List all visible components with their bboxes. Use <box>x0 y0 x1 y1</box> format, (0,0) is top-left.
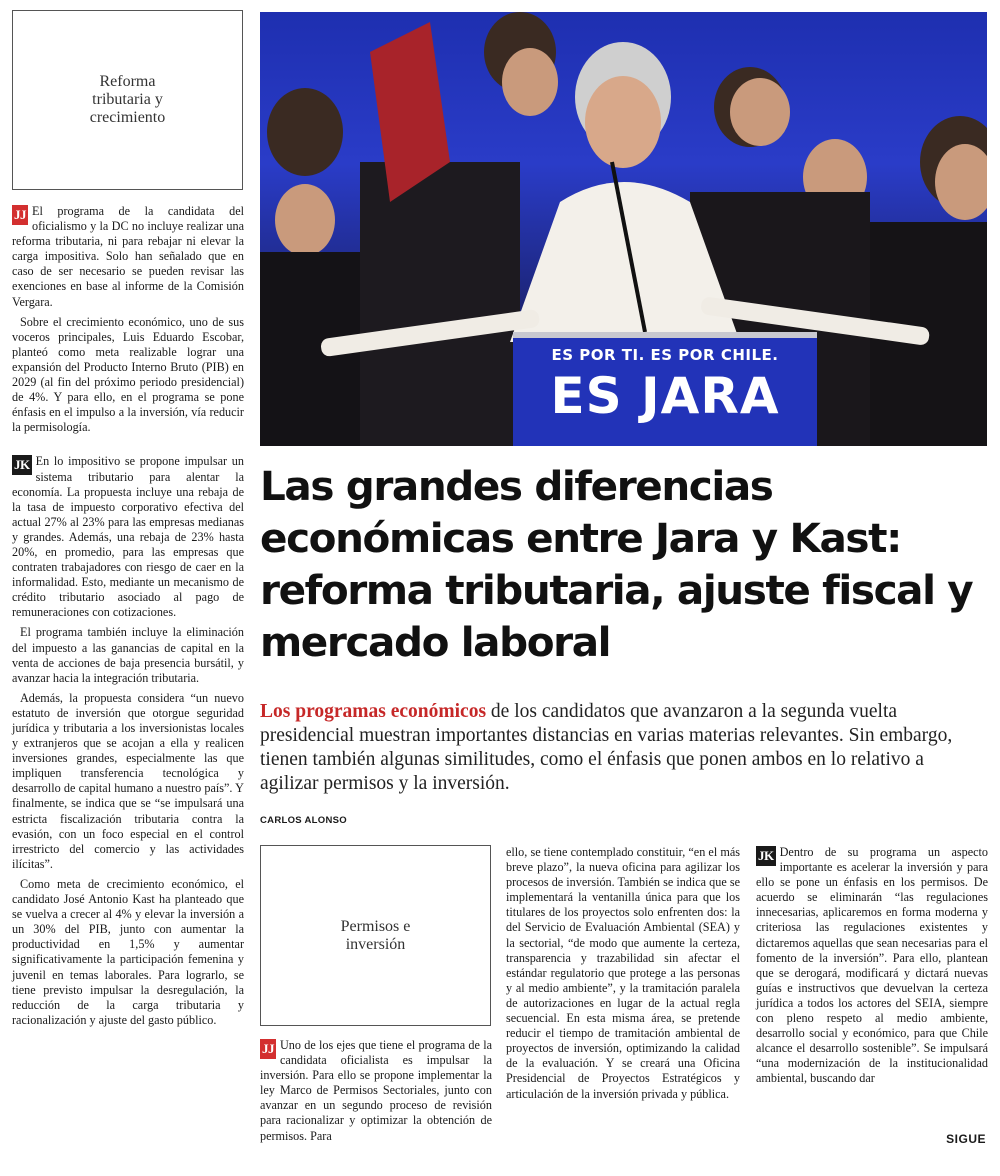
deck-rest: de los candidatos que avanzaron a la segunda vuelta presidencial muestran importantes distancias en varias materias relevantes. Sin embargo, tienen también algunas similitudes, como el énfasis que ponen ambos en lo relativo a agilizar permisos y la inversión. <box>260 701 953 794</box>
headline: Las grandes diferencias económicas entre Jara y Kast: reforma tributaria, ajuste fiscal y mercado laboral <box>260 462 973 666</box>
continue-label: SIGUE <box>946 1132 986 1146</box>
permisos-title-box <box>260 845 491 1026</box>
jj-badge: JJ <box>12 205 28 225</box>
column-permisos-continued <box>506 845 740 1107</box>
body-paragraph: Uno de los ejes que tiene el programa de la candidata oficialista es impulsar la inversión. Para ello se propone implementar la ley Marco de Permisos Sectoriales, junto con avanzar en un segundo proceso de revisión para racionalizar y optimizar la obtención de permisos. Para <box>260 1038 492 1143</box>
column-permisos-jk <box>756 845 988 1092</box>
jj-paragraph: JJ El programa de la candidata del oficialismo y la DC no incluye realizar una reforma tributaria, ni para rebajar ni elevar la carga impositiva. Solo han señalado que en caso de ser necesario se pueden revisar las exenciones en base al informe de la Comisión Vergara. <box>12 204 244 309</box>
permisos-title-line: inversión <box>345 935 406 953</box>
jk-badge: JK <box>12 455 32 475</box>
sidebar-title-line: Reforma <box>99 73 156 90</box>
column-tax-growth <box>12 204 244 1033</box>
byline: CARLOS ALONSO <box>260 815 347 826</box>
permisos-title-line: Permisos e <box>340 917 411 935</box>
deck-lead: Los programas económicos <box>260 701 487 722</box>
body-paragraph: ello, se tiene contemplado constituir, “en el más breve plazo”, la nueva oficina para agilizar los procesos de inversión. También se indica que se implementará la ventanilla única para que los titulares de los proyectos solo enfrenten dos: la del Servicio de Evaluación Ambiental (SEA) y la sectorial, “de modo que aumente la certeza, transparencia y trazabilidad sin afectar el estándar regulatorio que protege a las personas y al medio ambiente”, y la tramitación paralela de autorizaciones en lugar de la actual regla secuencial. En esta misma área, se pretende reducir el tiempo de tramitación ambiental de proyectos de inversión, optimizando la calidad de la evaluación. Y se creará una Oficina Presidencial de Proyectos Estratégicos y articulación de la inversión privada y pública. <box>506 845 740 1101</box>
sidebar-title-line: crecimiento <box>89 109 166 126</box>
lead-photo <box>260 12 987 446</box>
sidebar-title-box <box>12 10 243 190</box>
sidebar-title-line: tributaria y <box>92 91 163 108</box>
body-paragraph: Dentro de su programa un aspecto importante es acelerar la inversión y para ello se pone un énfasis en los permisos. De acuerdo se eliminarán “las regulaciones innecesarias, aplicaremos en forma moderna y criteriosa las regulaciones existentes y dictaremos aquellas que sean necesarias para el fomento de la inversión”. Para ello, plantean que se derogará, modificará y dictará nuevas guías e instructivos que devuelvan la certeza jurídica a todos los actores del SEIA, siempre con pleno respeto al medio ambiente, desarrollo social y económico, para que Chile alcance el desarrollo sostenible”. Se impulsará “una modernización de la institucionalidad ambiental, buscando dar <box>756 845 988 1086</box>
column-permisos-jj <box>260 1038 492 1149</box>
jk-paragraph: JK En lo impositivo se propone impulsar un sistema tributario para alentar la economía. La propuesta incluye una rebaja de la tasa de impuesto corporativo efectiva del actual 27% al 23% para las empresas medianas y grandes. Además, una rebaja de 23% hasta 20%, en promedio, para las empresas que contraten trabajadores con riesgo de caer en la informalidad. Esto, mediante un mecanismo de crédito tributario asociado al pago de remuneraciones con cotizaciones. <box>12 454 244 620</box>
podium-name: ES JARA <box>550 367 780 425</box>
body-paragraph: El programa también incluye la eliminación del impuesto a las ganancias de capital en la venta de acciones de baja presencia bursátil, y avanzar hacia la integración tributaria. <box>12 625 244 685</box>
jk-badge: JK <box>756 846 776 866</box>
jj-badge: JJ <box>260 1039 276 1059</box>
body-paragraph: Sobre el crecimiento económico, uno de sus voceros principales, Luis Eduardo Escobar, planteó como meta realizable lograr una expansión del Producto Interno Bruto (PIB) en 2029 (al fin del próximo periodo presidencial) de 4%. Y para ello, en el programa se pone énfasis en el impulso a la inversión, vía reducir la permisología. <box>12 314 244 435</box>
body-paragraph: Como meta de crecimiento económico, el candidato José Antonio Kast ha planteado que se vuelva a crecer al 4% y elevar la inversión a un 30% del PIB, junto con aumentar la productividad en 1,5% y aumentar significativamente la participación femenina y juvenil en temas laborales. Para lograrlo, se tiene previsto impulsar la desregulación, la reducción de la carga tributaria y racionalización y ajuste del gasto público. <box>12 876 244 1027</box>
body-paragraph: Además, la propuesta considera “un nuevo estatuto de inversión que otorgue seguridad jurídica y tributaria a los inversionistas locales y extranjeros que se acojan a ella y realicen inversiones grandes, especialmente las que impliquen transferencia tecnológica y desarrollo de capital humano a nuestro país”. Y finalmente, se indica que se “se impulsará una estricta fiscalización tributaria contra la evasión, con un foco especial en el control irrestricto del comercio y las actividades ilícitas”. <box>12 690 244 871</box>
podium-slogan: ES POR TI. ES POR CHILE. <box>551 346 779 364</box>
deck <box>260 700 987 796</box>
